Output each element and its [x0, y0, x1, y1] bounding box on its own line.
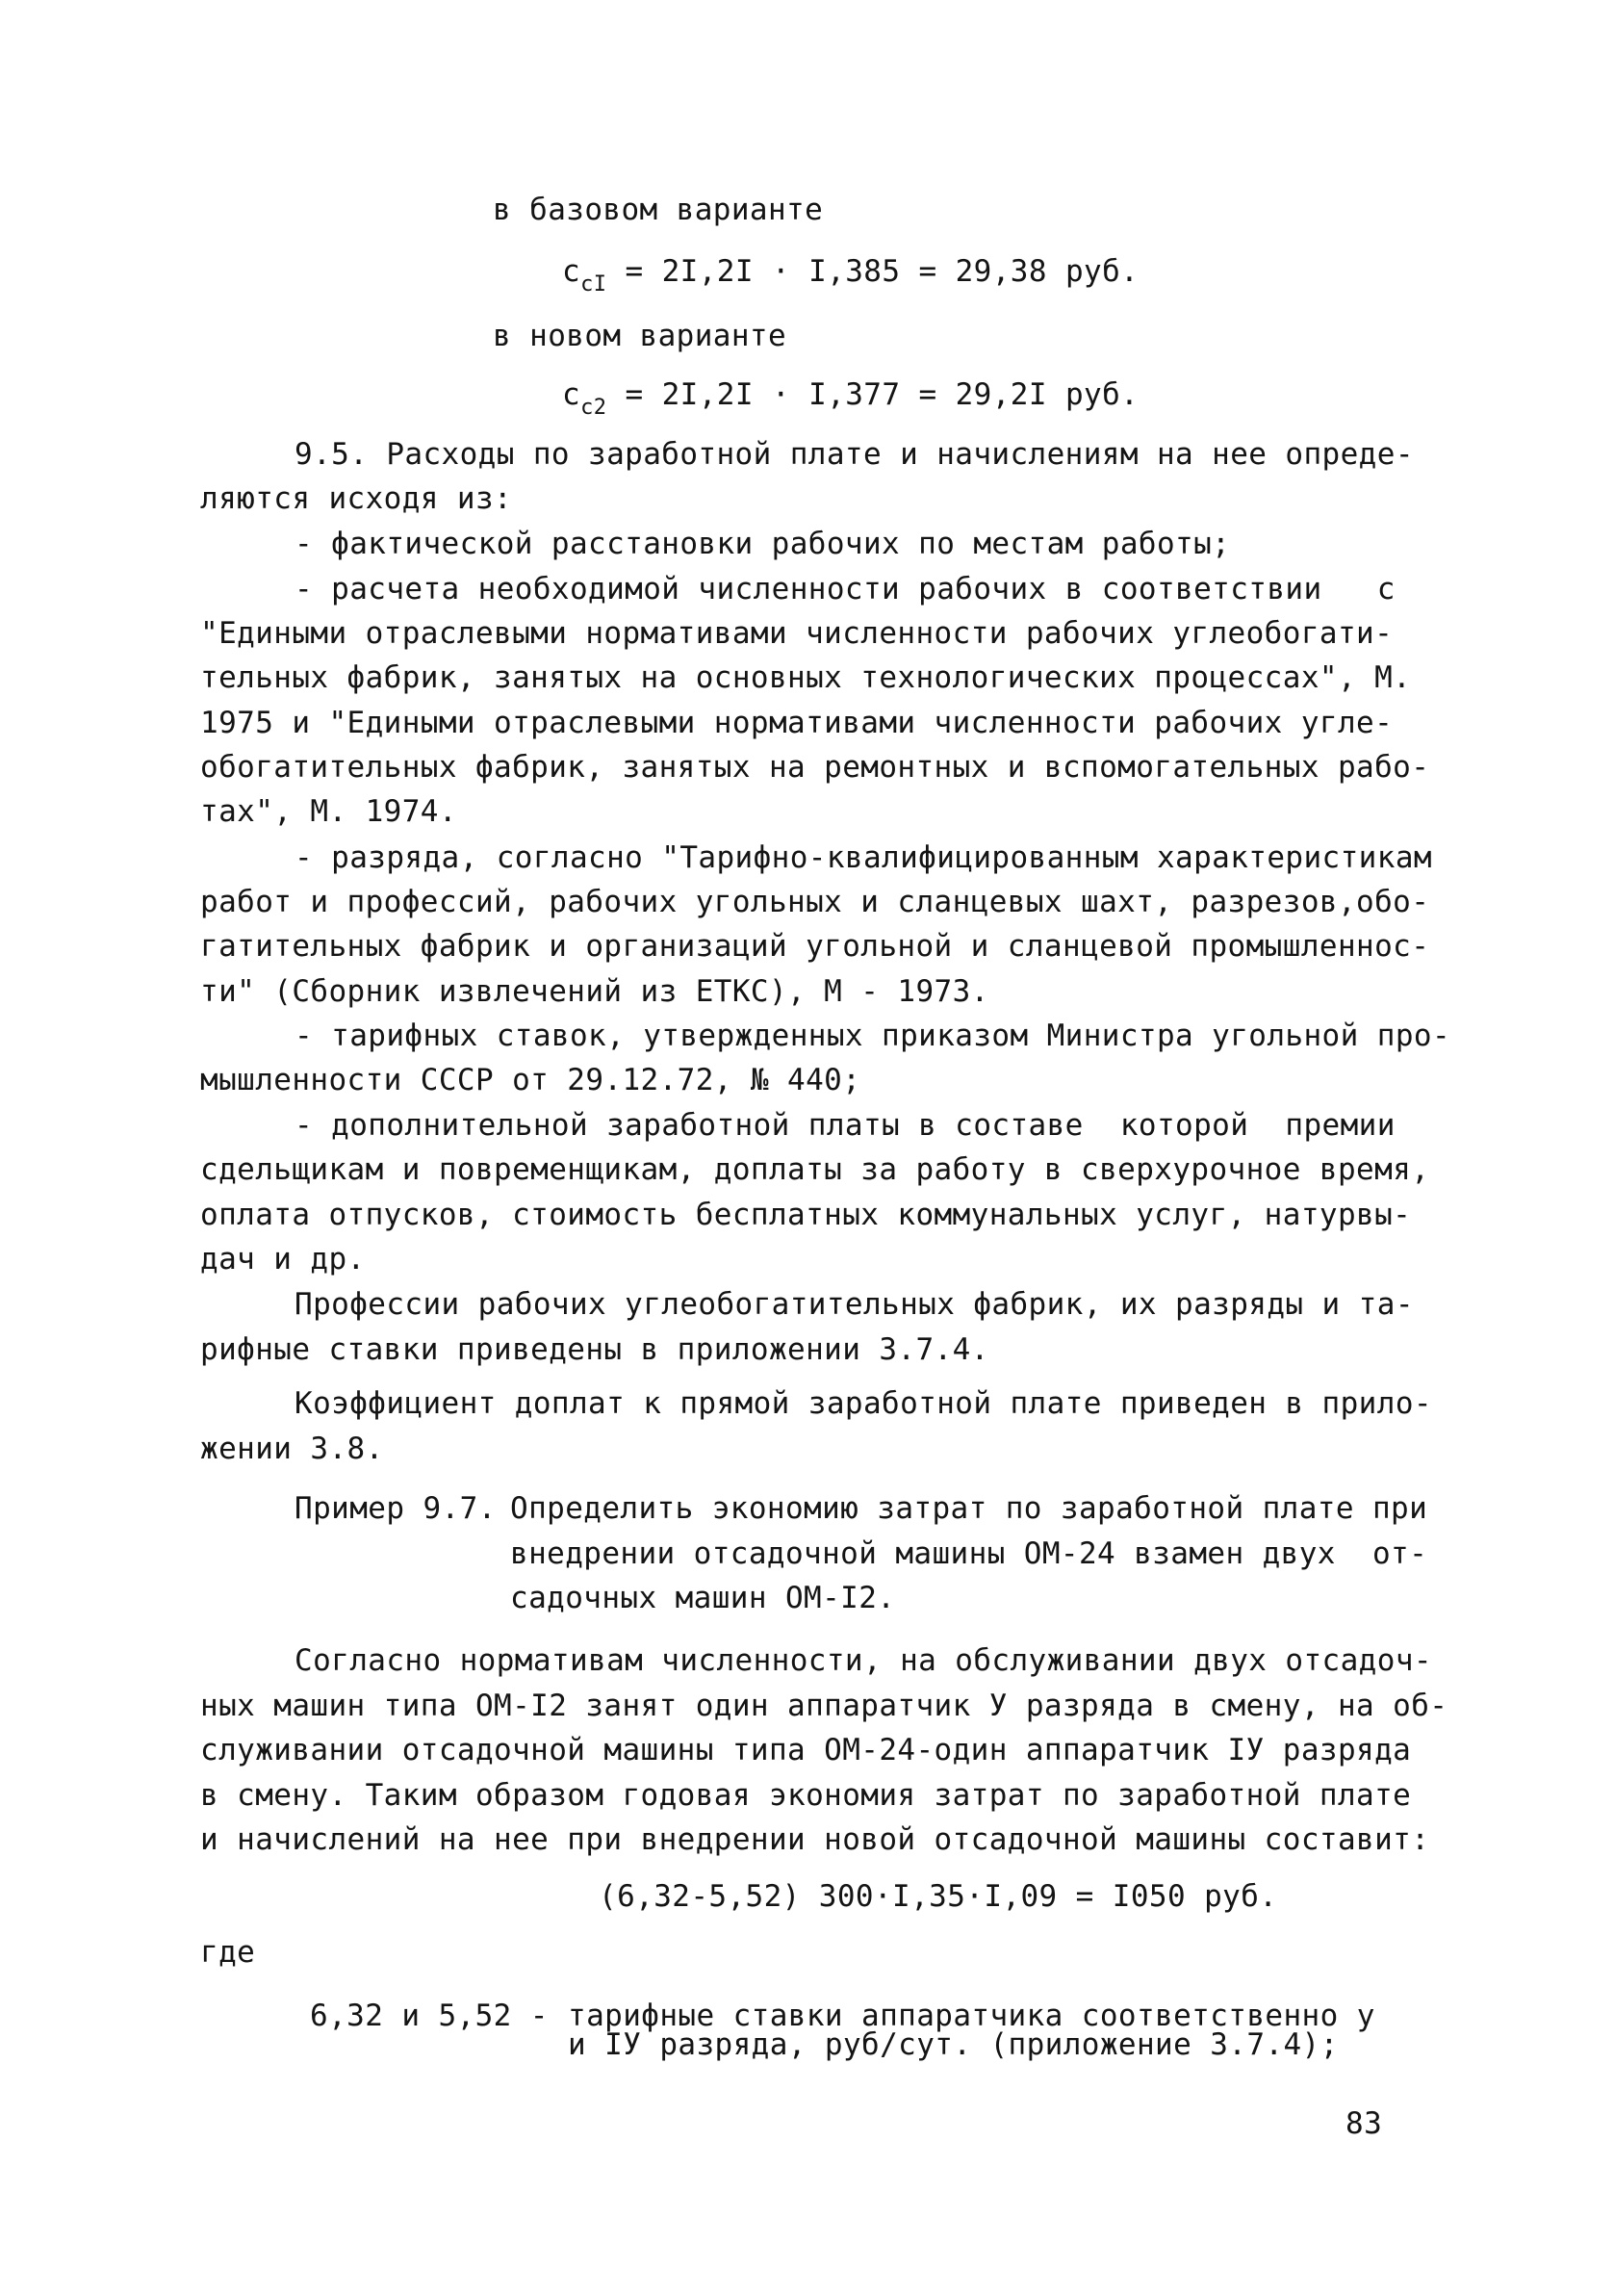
legend-definition-line: и IУ разряда, руб/сут. (приложение 3.7.4); — [568, 2027, 1339, 2062]
paragraph-line: Профессии рабочих углеобогатительных фабрик, их разряды и та- — [295, 1287, 1414, 1322]
list-item: - фактической расстановки рабочих по местам работы; — [295, 527, 1231, 561]
formula-subscript: c2 — [580, 396, 607, 420]
base-variant-label: в базовом варианте — [493, 193, 824, 227]
paragraph-line: ляются исходя из: — [200, 481, 513, 516]
paragraph-line: тах", М. 1974. — [200, 794, 457, 829]
paragraph-line: Коэффициент доплат к прямой заработной плате приведен в прило- — [295, 1386, 1432, 1421]
paragraph-line: ти" (Сборник извлечений из ЕТКС), М - 1973. — [200, 974, 989, 1009]
paragraph-line: служивании отсадочной машины типа ОМ-24-один аппаратчик IУ разряда — [200, 1733, 1412, 1767]
paragraph-line: гатительных фабрик и организаций угольной и сланцевой промышленнос- — [200, 929, 1430, 964]
paragraph-line: ных машин типа ОМ-I2 занят один аппаратчик У разряда в смену, на об- — [200, 1689, 1448, 1723]
paragraph-line: жении 3.8. — [200, 1432, 384, 1466]
formula-expression: = 2I,2I · I,377 = 29,2I руб. — [606, 377, 1140, 412]
paragraph-line: 1975 и "Едиными отраслевыми нормативами численности рабочих угле- — [200, 706, 1394, 740]
where-label: где — [200, 1935, 256, 1970]
paragraph-line: 9.5. Расходы по заработной плате и начислениям на нее опреде- — [295, 437, 1414, 472]
new-variant-label: в новом варианте — [493, 319, 787, 353]
paragraph-line: в смену. Таким образом годовая экономия затрат по заработной плате — [200, 1778, 1412, 1813]
paragraph-line: мышленности СССР от 29.12.72, № 440; — [200, 1063, 861, 1097]
paragraph-line: Согласно нормативам численности, на обслуживании двух отсадоч- — [295, 1643, 1432, 1678]
paragraph-line: рифные ставки приведены в приложении 3.7.4. — [200, 1332, 989, 1367]
paragraph-line: и начислений на нее при внедрении новой отсадочной машины составит: — [200, 1822, 1430, 1857]
example-text-line: внедрении отсадочной машины ОМ-24 взамен двух от- — [510, 1536, 1428, 1571]
new-variant-formula — [562, 374, 1139, 420]
base-variant-formula — [562, 250, 1139, 297]
list-item: - разряда, согласно "Тарифно-квалифицированным характеристикам — [295, 840, 1432, 875]
paragraph-line: тельных фабрик, занятых на основных технологических процессах", М. — [200, 660, 1412, 695]
paragraph-line: сдельщикам и повременщикам, доплаты за работу в сверхурочное время, — [200, 1152, 1430, 1187]
formula-var: c — [562, 254, 581, 289]
example-text-line: садочных машин ОМ-I2. — [510, 1581, 896, 1615]
paragraph-line: обогатительных фабрик, занятых на ремонтных и вспомогательных рабо- — [200, 750, 1430, 785]
paragraph-line: "Едиными отраслевыми нормативами численности рабочих углеобогати- — [200, 616, 1394, 651]
legend-definition-line: тарифные ставки аппаратчика соответственно у — [568, 1999, 1375, 2033]
formula-var: c — [562, 377, 581, 412]
paragraph-line: работ и профессий, рабочих угольных и сланцевых шахт, разрезов,обо- — [200, 885, 1430, 919]
calculation-formula: (6,32-5,52) 300·I,35·I,09 = I050 руб. — [599, 1879, 1278, 1914]
example-label: Пример 9.7. — [295, 1491, 497, 1526]
legend-term: 6,32 и 5,52 - — [310, 1999, 549, 2033]
formula-expression: = 2I,2I · I,385 = 29,38 руб. — [606, 254, 1140, 289]
formula-subscript: cI — [580, 272, 607, 297]
paragraph-line: оплата отпусков, стоимость бесплатных коммунальных услуг, натурвы- — [200, 1198, 1412, 1232]
paragraph-line: дач и др. — [200, 1242, 366, 1277]
list-item: - дополнительной заработной платы в составе которой премии — [295, 1108, 1396, 1143]
example-text-line: Определить экономию затрат по заработной плате при — [510, 1491, 1428, 1526]
list-item: - тарифных ставок, утвержденных приказом Министра угольной про- — [295, 1019, 1451, 1053]
page-number: 83 — [1345, 2106, 1383, 2141]
list-item: - расчета необходимой численности рабочих в соответствии с — [295, 572, 1396, 606]
